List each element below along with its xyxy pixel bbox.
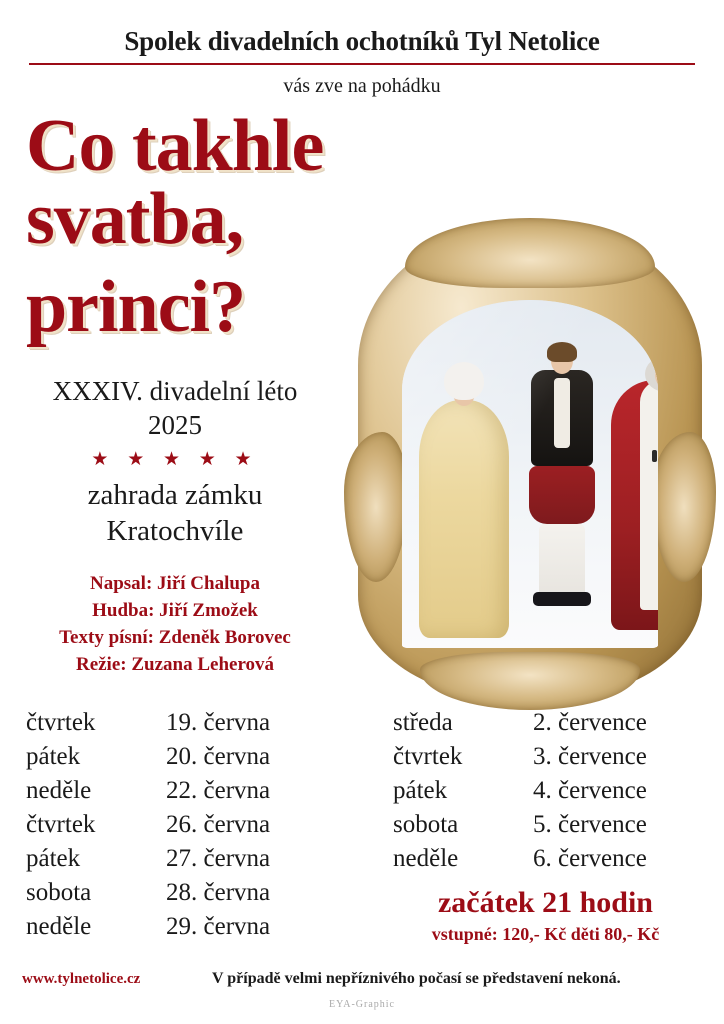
venue	[0, 477, 350, 550]
date-row	[26, 876, 357, 910]
date-row	[26, 910, 357, 944]
website-link[interactable]: www.tylnetolice.cz	[22, 971, 141, 987]
date-day: sobota	[393, 811, 459, 838]
date-day: středa	[393, 709, 453, 736]
date-day: pátek	[26, 845, 81, 872]
lady-wig	[444, 362, 484, 400]
venue-line2: Kratochvíle	[106, 514, 244, 547]
date-value: 27. června	[166, 845, 271, 872]
photo-area	[402, 300, 658, 648]
date-day: neděle	[393, 845, 459, 872]
credit-lyrics: Texty písní: Zdeněk Borovec	[59, 626, 291, 648]
frame-bottom-ornament	[420, 652, 640, 710]
date-day: čtvrtek	[26, 811, 96, 838]
lady-gown	[419, 400, 509, 638]
credit-writer: Napsal: Jiří Chalupa	[90, 573, 260, 594]
invitation-text: vás zve na pohádku	[283, 75, 441, 97]
date-value: 29. června	[166, 913, 271, 940]
season-year: 2025	[148, 409, 202, 440]
weather-note: V případě velmi nepříznivého počasí se představení nekoná.	[212, 970, 621, 987]
date-day: pátek	[26, 743, 81, 770]
prince-legs	[539, 524, 585, 606]
credits	[0, 571, 350, 679]
king-ermine	[640, 380, 658, 610]
dates-column-june	[0, 706, 357, 945]
date-day: čtvrtek	[26, 709, 96, 736]
king-cape	[611, 380, 658, 630]
figure-king	[608, 342, 658, 642]
date-value: 19. června	[166, 709, 271, 736]
date-row	[26, 706, 357, 740]
date-day: neděle	[26, 913, 92, 940]
figure-lady	[416, 362, 512, 642]
date-value: 4. července	[533, 777, 647, 804]
date-row	[393, 740, 724, 774]
date-row	[26, 774, 357, 808]
play-title-line2: princi?	[26, 266, 246, 349]
date-value: 26. června	[166, 811, 271, 838]
ensemble-name: Spolek divadelních ochotníků Tyl Netolice	[124, 26, 600, 56]
date-row	[393, 706, 724, 740]
prince-hair	[547, 342, 577, 362]
date-value: 5. července	[533, 811, 647, 838]
date-row	[26, 808, 357, 842]
start-time: začátek 21 hodin	[437, 886, 653, 919]
play-title-line1: Co takhle svatba,	[26, 105, 324, 260]
date-value: 2. července	[533, 709, 647, 736]
date-value: 20. června	[166, 743, 271, 770]
date-value: 3. července	[533, 743, 647, 770]
mirror-frame-photo	[358, 222, 702, 700]
ticket-price: vstupné: 120,- Kč děti 80,- Kč	[431, 924, 660, 944]
credit-director: Režie: Zuzana Leherová	[75, 653, 275, 675]
prince-doublet	[531, 370, 593, 466]
date-value: 6. července	[533, 845, 647, 872]
date-day: neděle	[26, 777, 92, 804]
photo-scene	[402, 300, 658, 648]
crown-icon	[650, 342, 658, 358]
date-value: 28. června	[166, 879, 271, 906]
date-value: 22. června	[166, 777, 271, 804]
design-credit: EYA-Graphic	[329, 999, 395, 1010]
dates-column-july	[357, 706, 724, 945]
venue-line1: zahrada zámku	[87, 478, 263, 511]
prince-breeches	[529, 466, 595, 524]
date-row	[393, 808, 724, 842]
footer	[0, 970, 724, 988]
stars-decoration: ★ ★ ★ ★ ★	[91, 448, 259, 470]
date-day: čtvrtek	[393, 743, 463, 770]
date-day: sobota	[26, 879, 92, 906]
performance-dates	[0, 706, 724, 945]
event-info	[0, 375, 350, 679]
date-day: pátek	[393, 777, 448, 804]
frame-top-ornament	[405, 218, 655, 288]
date-row	[393, 842, 724, 876]
figure-prince	[510, 342, 614, 642]
season-info	[0, 375, 350, 443]
credit-music: Hudba: Jiří Zmožek	[92, 599, 258, 621]
date-row	[26, 740, 357, 774]
header-divider	[29, 63, 695, 65]
date-row	[393, 774, 724, 808]
date-row	[26, 842, 357, 876]
season-line1: XXXIV. divadelní léto	[52, 376, 298, 406]
